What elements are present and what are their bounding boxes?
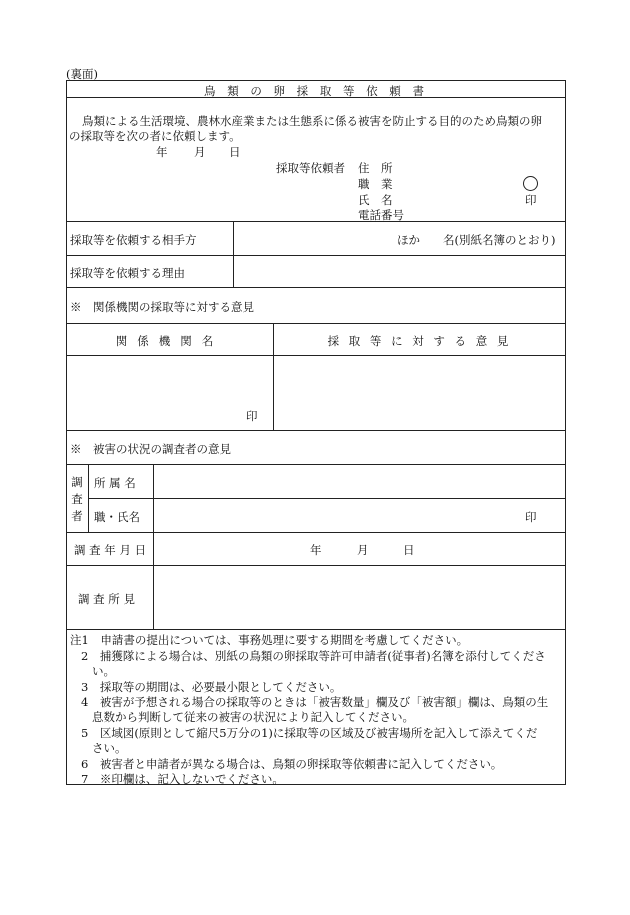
investigator-char: 者	[71, 509, 83, 523]
investigator-char: 調	[71, 475, 83, 489]
reason-label: 採取等を依頼する理由	[70, 266, 185, 280]
survey-seal: 印	[525, 510, 537, 524]
survey-date-month: 月	[357, 543, 369, 557]
findings-label: 調 査 所 見	[78, 592, 135, 606]
divider	[66, 287, 566, 288]
note-5: 5 区域図(原則として縮尺5万分の1)に採取等の区域及び被害場所を記入して添えてくだ	[81, 726, 538, 740]
divider	[66, 255, 566, 256]
note-6: 6 被害者と申請者が異なる場合は、鳥類の卵採取等依頼書に記入してください。	[81, 757, 503, 771]
seal-circle-icon	[523, 176, 538, 191]
note-2-cont: い。	[92, 664, 115, 678]
affiliation-label: 所 属 名	[94, 476, 136, 490]
phone-label: 電話番号	[358, 208, 404, 222]
survey-section-title: ※ 被害の状況の調査者の意見	[70, 442, 231, 456]
investigator-char: 査	[71, 492, 83, 506]
requester-label: 採取等依頼者	[276, 161, 345, 175]
divider	[66, 464, 566, 465]
survey-date-year: 年	[310, 543, 322, 557]
survey-date-label: 調 査 年 月 日	[74, 543, 147, 557]
form-title: 鳥 類 の 卵 採 取 等 依 頼 書	[204, 84, 428, 98]
note-7: 7 ※印欄は、記入しないでください。	[81, 772, 284, 786]
occupation-label: 職 業	[358, 177, 393, 191]
note-4-cont: 息数から判断して従来の被害の状況により記入してください。	[92, 710, 414, 724]
agency-seal: 印	[246, 409, 258, 423]
agency-col-opinion: 採 取 等 に 対 す る 意 見	[327, 334, 512, 348]
target-value: ほか 名(別紙名簿のとおり)	[397, 233, 556, 247]
date-month: 月	[194, 145, 206, 159]
survey-date-day: 日	[403, 543, 415, 557]
divider	[66, 323, 566, 324]
note-4: 4 被害が予想される場合の採取等のときは「被害数量」欄及び「被害額」欄は、鳥類の生	[81, 695, 549, 709]
divider	[66, 565, 566, 566]
address-label: 住 所	[358, 161, 393, 175]
divider	[66, 629, 566, 630]
request-body-line1: 鳥類による生活環境、農林水産業または生態系に係る被害を防止する目的のため鳥類の卵	[82, 114, 542, 128]
date-day: 日	[229, 145, 241, 159]
divider	[66, 532, 566, 533]
divider	[66, 221, 566, 222]
note-2: 2 捕獲隊による場合は、別紙の鳥類の卵採取等許可申請者(従事者)名簿を添付してくださ	[81, 649, 546, 663]
agency-col-name: 関係機関名	[115, 334, 224, 348]
target-label: 採取等を依頼する相手方	[70, 233, 197, 247]
divider	[66, 355, 566, 356]
note-5-cont: さい。	[92, 741, 127, 755]
side-label: (裏面)	[66, 67, 98, 81]
divider	[88, 498, 566, 499]
title-name-label: 職・氏名	[94, 510, 140, 524]
date-year: 年	[156, 145, 168, 159]
divider	[66, 430, 566, 431]
note-1: 注1 申請書の提出については、事務処理に要する期間を考慮してください。	[70, 633, 469, 647]
seal-mark: 印	[525, 193, 537, 207]
divider	[153, 464, 154, 629]
request-body-line2: の採取等を次の者に依頼します。	[69, 129, 241, 143]
note-3: 3 採取等の期間は、必要最小限としてください。	[81, 680, 342, 694]
divider	[88, 464, 89, 532]
divider	[233, 221, 234, 287]
name-label: 氏 名	[358, 193, 393, 207]
agency-section-title: ※ 関係機関の採取等に対する意見	[70, 300, 254, 314]
